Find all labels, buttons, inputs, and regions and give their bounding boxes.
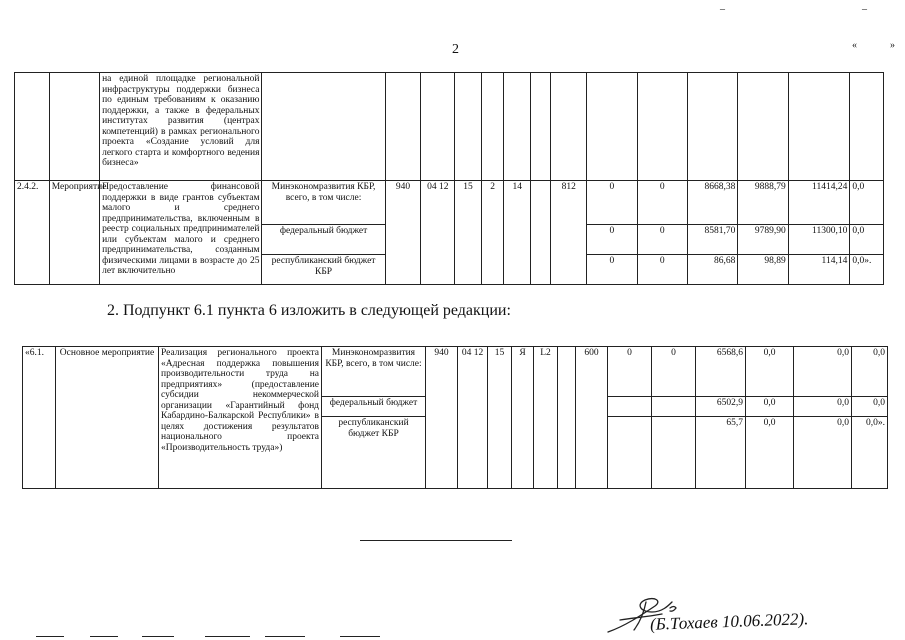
- value-cell: 86,68: [687, 255, 737, 285]
- program-table-2: [22, 346, 888, 489]
- value-cell: 114,14: [788, 255, 850, 285]
- value-cell: 0,0».: [850, 255, 884, 285]
- page-number: 2: [452, 42, 459, 57]
- row-type: Основное мероприятие: [56, 347, 159, 489]
- code-grbs: 940: [385, 181, 421, 285]
- value-cell: 0,0: [794, 417, 852, 489]
- scan-speck: _: [862, 0, 867, 11]
- value-cell: 0: [637, 181, 687, 225]
- value-cell: 0: [608, 347, 652, 397]
- value-cell: 0: [637, 225, 687, 255]
- value-cell: 8581,70: [687, 225, 737, 255]
- value-cell: 0,0: [746, 417, 794, 489]
- value-cell: 0,0: [794, 397, 852, 417]
- row-number: 2.4.2.: [15, 181, 50, 285]
- value-cell: 0,0».: [852, 417, 888, 489]
- value-cell: [652, 417, 696, 489]
- value-cell: 0,0: [850, 181, 884, 225]
- separator-line: [360, 540, 512, 541]
- signature-note: (Б.Тохаев 10.06.2022).: [649, 609, 809, 634]
- scan-dash: [340, 636, 380, 637]
- value-cell: 11414,24: [788, 181, 850, 225]
- value-cell: 8668,38: [687, 181, 737, 225]
- value-cell: 6502,9: [696, 397, 746, 417]
- source-label: федеральный бюджет: [262, 225, 385, 255]
- value-cell: 0,0: [850, 225, 884, 255]
- scan-speck: »: [890, 40, 895, 51]
- cell-empty: [15, 73, 50, 181]
- code-d: [558, 347, 576, 489]
- value-cell: 0: [587, 181, 637, 225]
- cell-empty: [49, 73, 99, 181]
- value-cell: 98,89: [738, 255, 788, 285]
- code-rzpr: 04 12: [421, 181, 455, 285]
- value-cell: 0,0: [746, 347, 794, 397]
- value-cell: 0: [652, 347, 696, 397]
- scan-speck: _: [720, 0, 725, 11]
- code-rzpr: 04 12: [458, 347, 488, 489]
- row-type: Мероприятие: [49, 181, 99, 285]
- value-cell: 6568,6: [696, 347, 746, 397]
- scan-dash: [265, 636, 305, 637]
- scan-dash: [36, 636, 64, 637]
- source-label: республиканский бюджет КБР: [262, 255, 385, 285]
- code-c: 14: [504, 181, 531, 285]
- code-c: L2: [534, 347, 558, 489]
- value-cell: [652, 397, 696, 417]
- code-a: 15: [455, 181, 482, 285]
- value-cell: 0,0: [852, 397, 888, 417]
- value-cell: 65,7: [696, 417, 746, 489]
- value-cell: [608, 397, 652, 417]
- value-cell: 0,0: [852, 347, 888, 397]
- row-number: «6.1.: [23, 347, 56, 489]
- value-cell: 0: [637, 255, 687, 285]
- value-cell: 0,0: [794, 347, 852, 397]
- value-cell: 9789,90: [738, 225, 788, 255]
- scan-dash: [205, 636, 250, 637]
- row-description: Реализация регионального проекта «Адресная поддержка повышения производительности труда на предприятиях» (предоставление субсидии некоммерческой организации «Гарантийный фонд Кабардино-Балкарской Республики» в целях достижения результатов национального проекта «Производительность труда»): [159, 347, 322, 489]
- code-b: 2: [481, 181, 503, 285]
- source-label: Минэкономразвития КБР, всего, в том числе:: [262, 181, 385, 225]
- value-cell: 0: [587, 255, 637, 285]
- section-heading: 2. Подпункт 6.1 пункта 6 изложить в следующей редакции:: [107, 302, 511, 319]
- value-cell: 0,0: [746, 397, 794, 417]
- value-cell: 0: [587, 225, 637, 255]
- scan-dash: [142, 636, 174, 637]
- source-label: республиканский бюджет КБР: [322, 417, 426, 489]
- code-vr: 812: [551, 181, 587, 285]
- scan-speck: «: [852, 40, 857, 51]
- value-cell: 11300,10: [788, 225, 850, 255]
- continuation-text: на единой площадке региональной инфраструктуры поддержки бизнеса по единым требованиям к оказанию поддержки, а также в федеральных институтах развития (центрах компетенций) в рамках регионального проекта «Создание условий для легкого старта и комфортного ведения бизнеса»: [100, 73, 262, 181]
- code-vr: 600: [576, 347, 608, 489]
- code-d: [531, 181, 551, 285]
- code-a: 15: [488, 347, 512, 489]
- value-cell: 9888,79: [738, 181, 788, 225]
- source-label: Минэкономразвития КБР, всего, в том числе:: [322, 347, 426, 397]
- code-b: Я: [512, 347, 534, 489]
- scan-dash: [90, 636, 118, 637]
- value-cell: [608, 417, 652, 489]
- program-table-1: [14, 72, 884, 285]
- row-description: Предоставление финансовой поддержки в виде грантов субъектам малого и среднего предпринимательства, включенным в реестр социальных предпринимателей или субъектам малого и среднего предпринимательства, созданным физическими лицами в возрасте до 25 лет включительно: [100, 181, 262, 285]
- source-label: федеральный бюджет: [322, 397, 426, 417]
- code-grbs: 940: [426, 347, 458, 489]
